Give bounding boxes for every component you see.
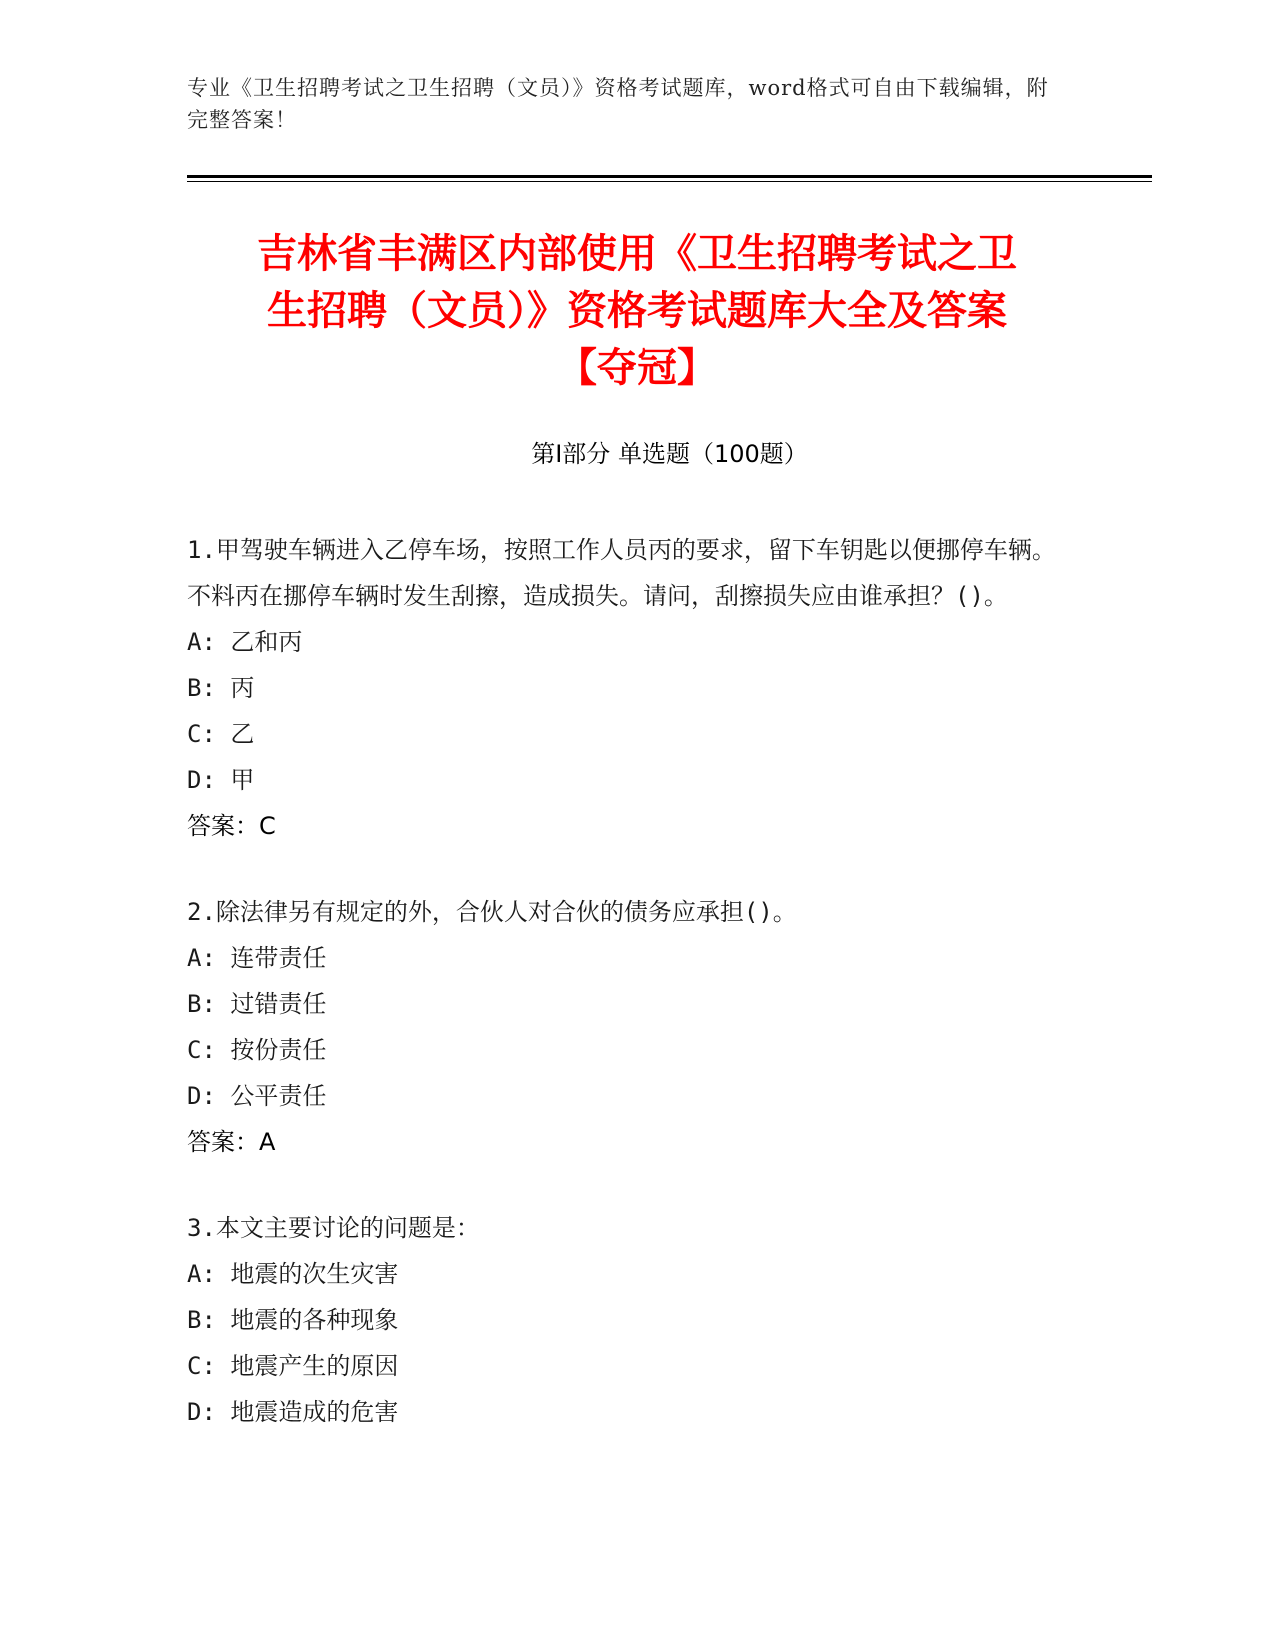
- question-option-b: B: 丙: [187, 674, 255, 702]
- question-option-d: D: 甲: [187, 766, 255, 794]
- question-list: [187, 527, 1067, 1475]
- question-item: [187, 889, 1067, 1165]
- question-answer: 答案：A: [187, 1128, 276, 1156]
- question-answer: 答案：C: [187, 812, 276, 840]
- header-divider-thin: [187, 181, 1152, 182]
- question-option-c: C: 按份责任: [187, 1036, 327, 1064]
- section-title: 第Ⅰ部分 单选题（100题）: [531, 440, 808, 468]
- question-option-a: A: 连带责任: [187, 944, 327, 972]
- question-stem: 1.甲驾驶车辆进入乙停车场，按照工作人员丙的要求，留下车钥匙以便挪停车辆。不料丙在挪停车辆时发生刮擦，造成损失。请问，刮擦损失应由谁承担？()。: [187, 536, 1056, 610]
- question-item: [187, 527, 1067, 849]
- question-option-a: A: 乙和丙: [187, 628, 303, 656]
- question-option-b: B: 地震的各种现象: [187, 1306, 399, 1334]
- header-divider-thick: [187, 175, 1152, 178]
- document-title: [187, 226, 1087, 397]
- question-option-d: D: 公平责任: [187, 1082, 327, 1110]
- question-option-c: C: 乙: [187, 720, 255, 748]
- header-note: 专业《卫生招聘考试之卫生招聘（文员）》资格考试题库，word格式可自由下载编辑，附完整答案！: [187, 76, 1049, 132]
- question-item: [187, 1205, 1067, 1435]
- question-option-d: D: 地震造成的危害: [187, 1398, 399, 1426]
- question-stem: 2.除法律另有规定的外，合伙人对合伙的债务应承担()。: [187, 898, 797, 926]
- question-stem: 3.本文主要讨论的问题是：: [187, 1214, 480, 1242]
- document-title-line-3: 【夺冠】: [557, 345, 717, 391]
- document-title-line-2: 生招聘（文员）》资格考试题库大全及答案: [267, 288, 1007, 334]
- document-title-line-1: 吉林省丰满区内部使用《卫生招聘考试之卫: [257, 231, 1017, 277]
- question-option-a: A: 地震的次生灾害: [187, 1260, 399, 1288]
- question-option-b: B: 过错责任: [187, 990, 327, 1018]
- question-option-c: C: 地震产生的原因: [187, 1352, 399, 1380]
